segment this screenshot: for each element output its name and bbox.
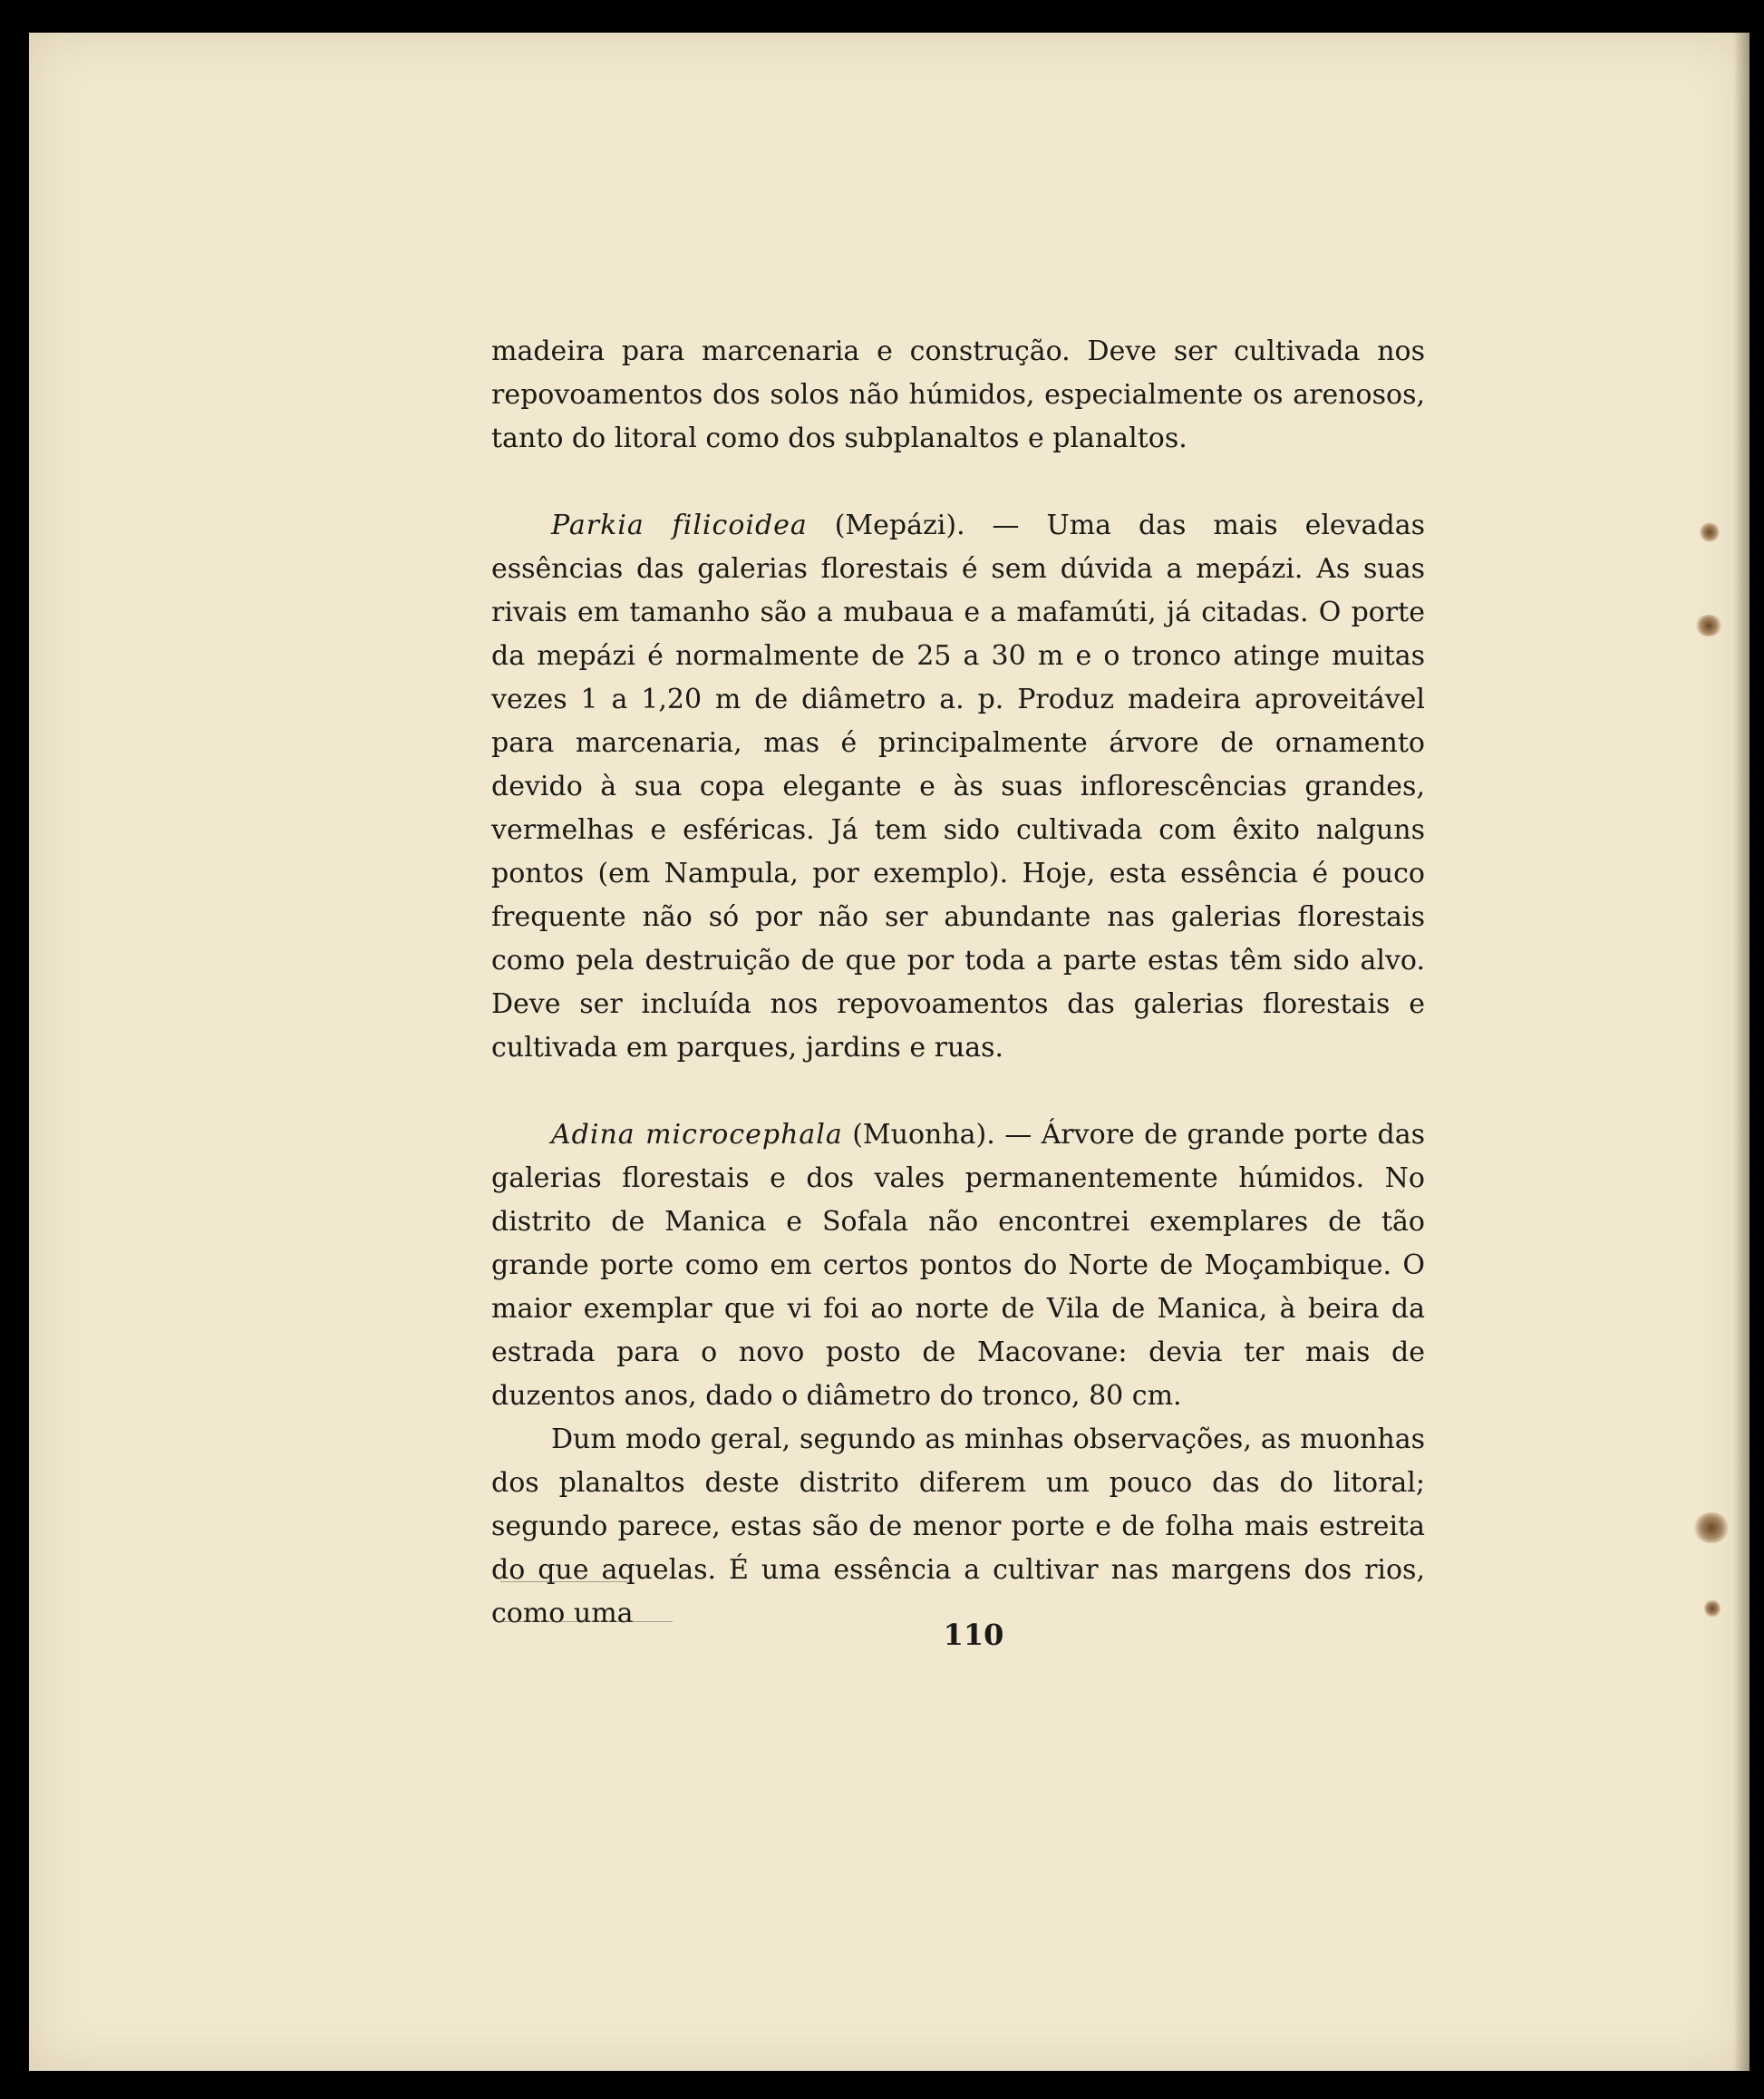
species-name: Adina microcephala xyxy=(551,1119,843,1151)
paragraph-adina xyxy=(491,1113,1425,1418)
page-number: 110 xyxy=(943,1618,1004,1652)
paragraph-text: madeira para marcenaria e construção. Deve ser cultivada nos repovoamentos dos solos não húmidos, especialmente os arenosos, tanto do litoral como dos subplanaltos e planaltos. xyxy=(491,335,1425,454)
species-name: Parkia filicoidea xyxy=(551,510,808,541)
faint-rule xyxy=(500,1581,627,1582)
faint-rule xyxy=(500,1621,673,1622)
body-text xyxy=(491,330,1425,1636)
paragraph-continuation xyxy=(491,330,1425,461)
foxing-stain xyxy=(1693,1512,1730,1543)
paragraph-text: Dum modo geral, segundo as minhas observações, as muonhas dos planaltos deste distrito diferem um pouco das do litoral; segundo parece, estas são de menor porte e de folha mais estreita do que aquelas. É uma essência a cultivar nas margens dos rios, como uma xyxy=(491,1424,1425,1629)
paragraph-text: (Muonha). — Árvore de grande porte das galerias florestais e dos vales permanentemente húmidos. No distrito de Manica e Sofala não encontrei exemplares de tão grande porte como em certos pontos do Norte de Moçambique. O maior exemplar que vi foi ao norte de Vila de Manica, à beira da estrada para o novo posto de Macovane: devia ter mais de duzentos anos, dado o diâmetro do tronco, 80 cm. xyxy=(491,1119,1425,1412)
paragraph-parkia xyxy=(491,504,1425,1070)
paragraph-muonhas xyxy=(491,1418,1425,1636)
foxing-stain xyxy=(1700,522,1720,542)
foxing-stain xyxy=(1695,615,1722,637)
foxing-stain xyxy=(1704,1599,1720,1618)
book-page xyxy=(29,33,1749,2071)
paragraph-text: (Mepázi). — Uma das mais elevadas essências das galerias florestais é sem dúvida a mepázi. As suas rivais em tamanho são a mubaua e a mafamúti, já citadas. O porte da mepázi é normalmente de 25 a 30 m e o tronco atinge muitas vezes 1 a 1,20 m de diâmetro a. p. Produz madeira aproveitável para marcenaria, mas é principalmente árvore de ornamento devido à sua copa elegante e às suas inflorescências grandes, vermelhas e esféricas. Já tem sido cultivada com êxito nalguns pontos (em Nampula, por exemplo). Hoje, esta essência é pouco frequente não só por não ser abundante nas galerias florestais como pela destruição de que por toda a parte estas têm sido alvo. Deve ser incluída nos repovoamentos das galerias florestais e cultivada em parques, jardins e ruas. xyxy=(491,510,1425,1064)
